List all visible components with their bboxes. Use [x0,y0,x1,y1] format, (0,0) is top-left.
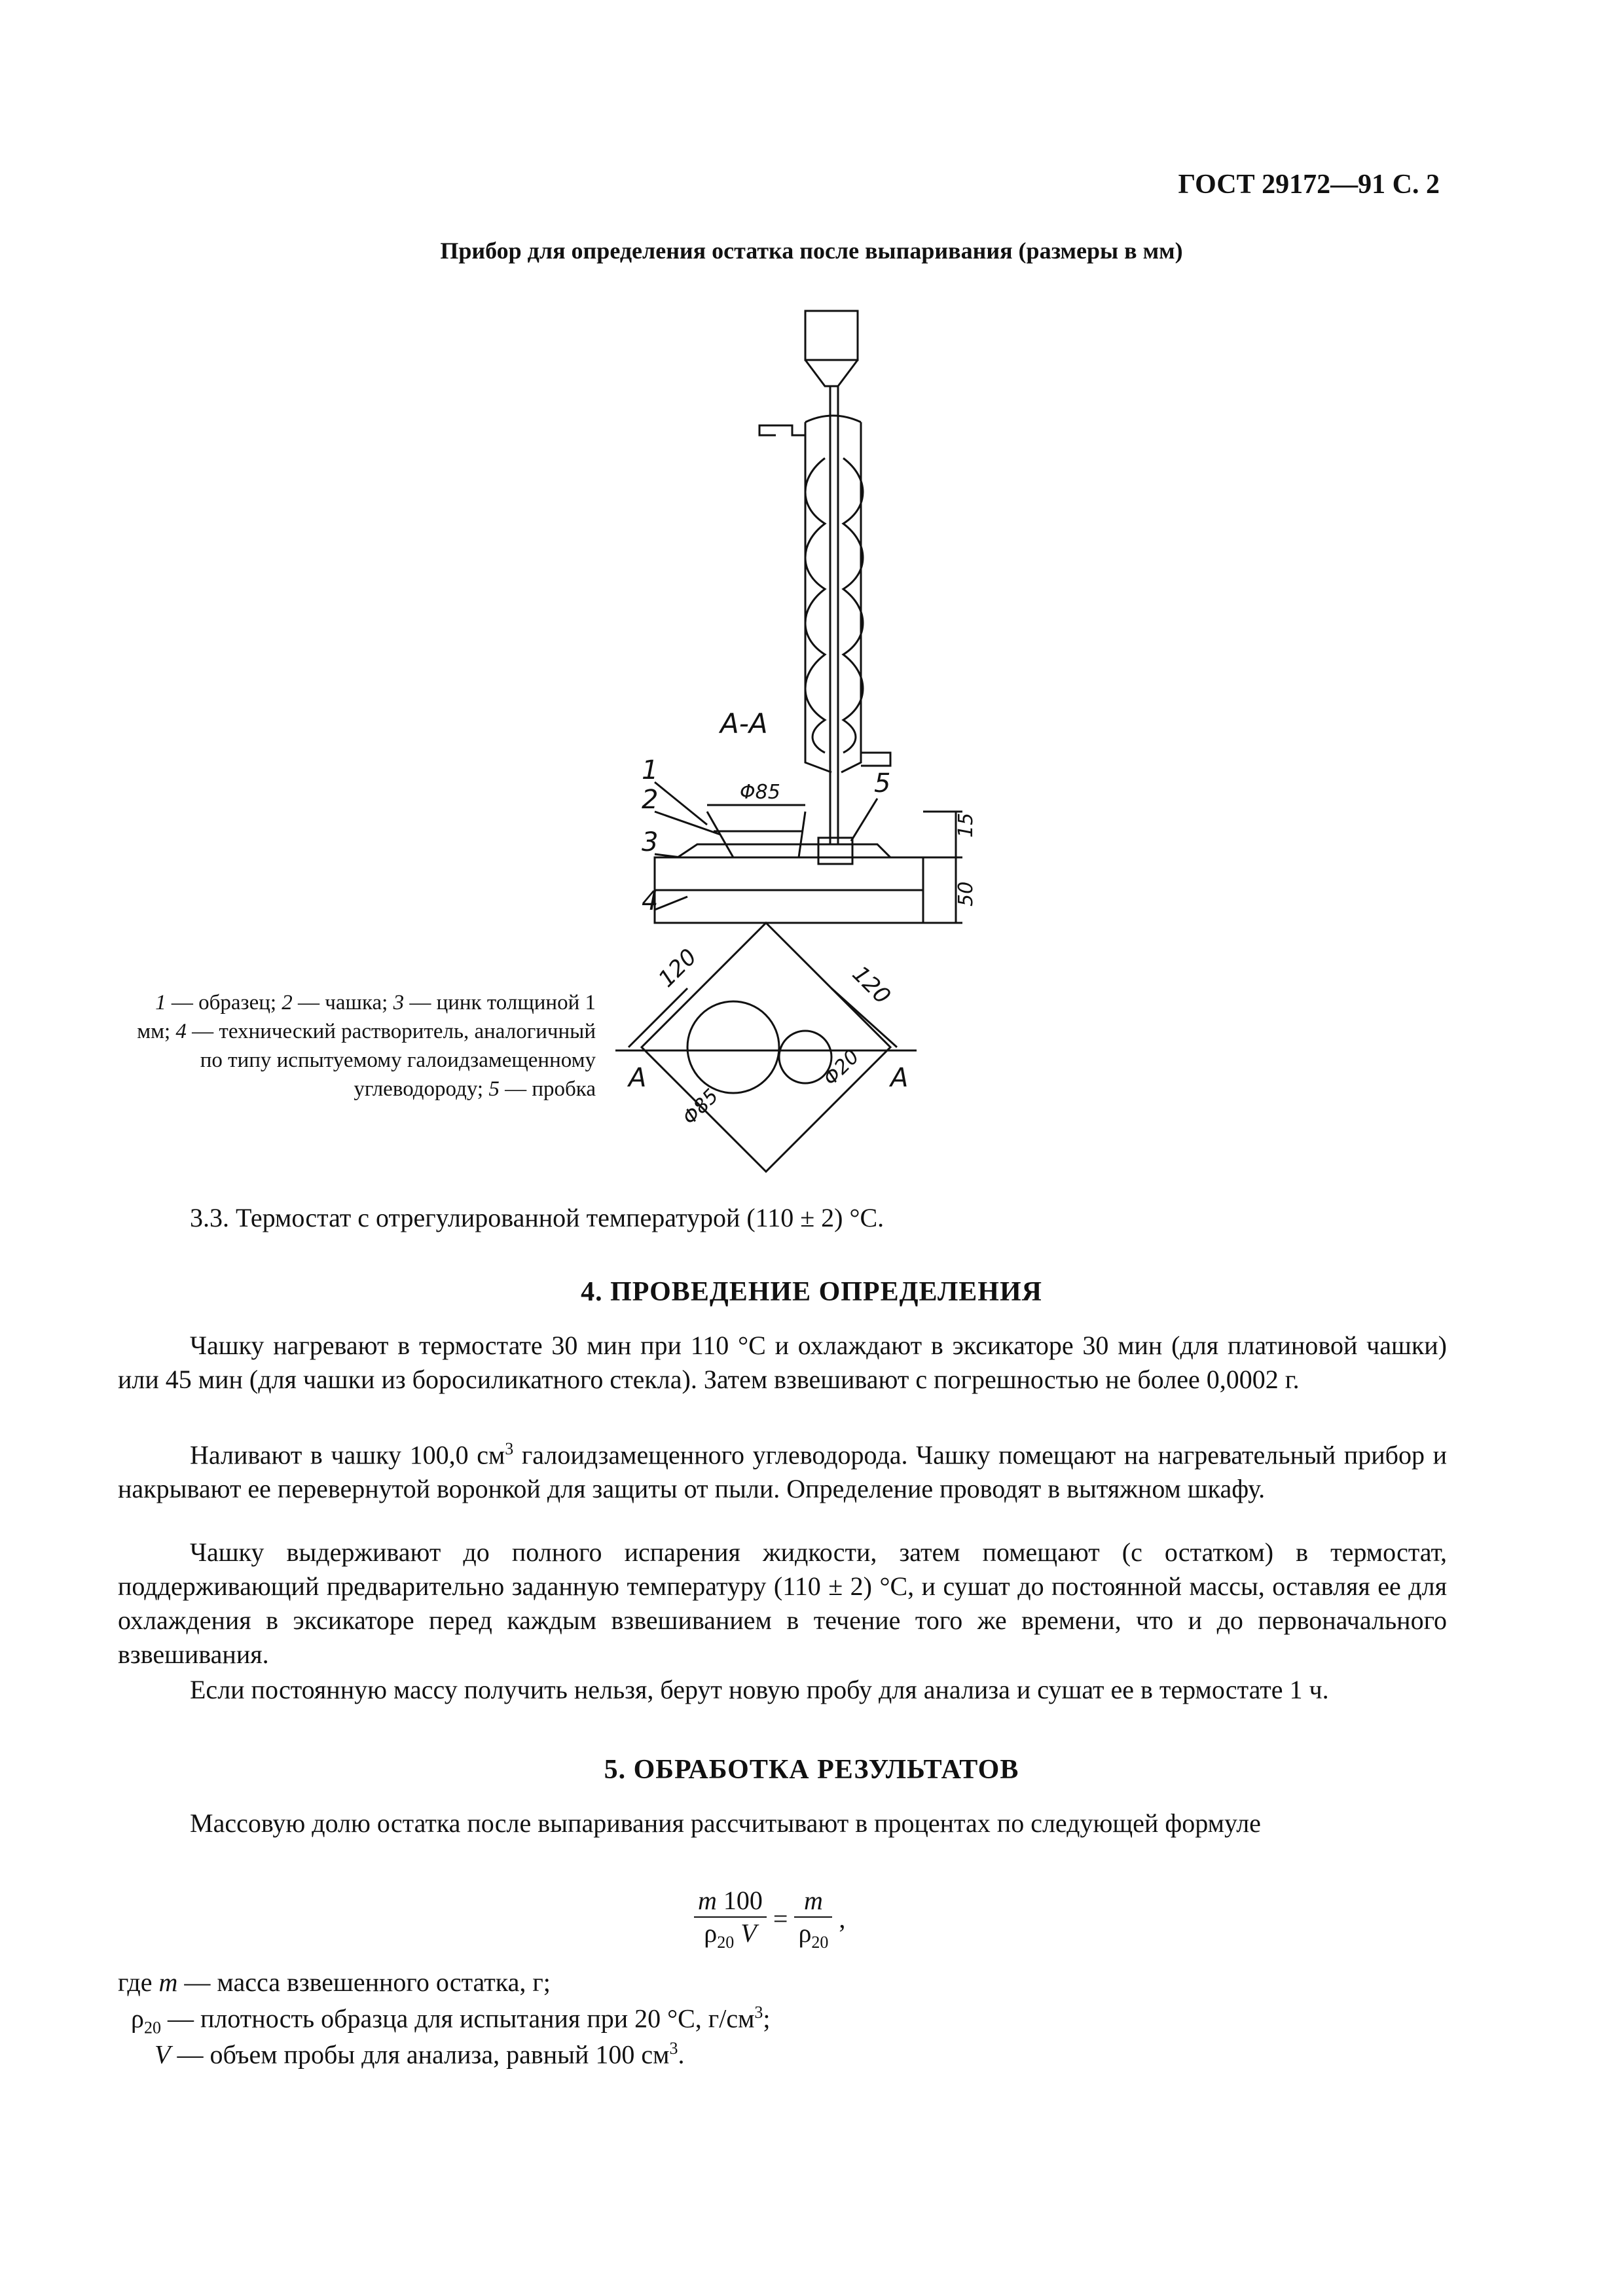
section-4-paragraph-4: Если постоянную массу получить нельзя, берут новую пробу для анализа и сушат ее в термостате 1 ч. [190,1675,1329,1704]
dim-h50: 50 [955,881,977,906]
formula-m2: m [803,1886,823,1915]
legend-num-1: 1 [155,991,166,1014]
def-rho-text: — плотность образца для испытания при 20 °С, г/см [160,2003,755,2034]
dim-d85-plan: Φ85 [678,1085,723,1130]
where-label: где [118,1967,159,1997]
formula [694,1885,845,1958]
formula-rho2-sub: 20 [811,1933,829,1952]
callout-4: 4 [642,886,659,916]
figure-legend [118,988,596,1103]
section-4-paragraph-2 [118,1432,1447,1506]
legend-item-3: — цинк толщиной 1 мм; [137,991,596,1043]
cut-a-left: А [629,1063,647,1093]
def-v-end: . [678,2039,685,2070]
def-rho-end: ; [763,2003,771,2034]
legend-num-3: 3 [393,991,405,1014]
dim-h15: 15 [955,812,977,838]
def-m-text: — масса взвешенного остатка, г; [177,1967,551,1997]
dim-120-left: 120 [653,944,702,993]
formula-fraction-2 [794,1885,832,1958]
dim-120-right: 120 [847,961,896,1010]
section-4-paragraph-1: Чашку нагревают в термостате 30 мин при 110 °С и охлаждают в эксикаторе 30 мин (для платиновой чашки) или 45 мин (для чашки из боросиликатного стекла). Затем взвешивают с погрешностью не более 0,0002 г. [118,1331,1447,1394]
def-m-symbol: m [158,1967,178,1997]
definition-v [155,2039,684,2070]
stopper [818,838,852,864]
formula-v: V [734,1918,757,1948]
formula-100: 100 [716,1886,763,1915]
definition-m [118,1967,551,1998]
legend-num-4: 4 [175,1020,187,1043]
callout-5: 5 [874,768,891,798]
section-4-heading: 4. ПРОВЕДЕНИЕ ОПРЕДЕЛЕНИЯ [581,1277,1042,1307]
section-5-intro: Массовую долю остатка после выпаривания рассчитывают в процентах по следующей формуле [190,1808,1261,1838]
definition-rho [131,2003,771,2037]
cut-a-right: А [890,1063,909,1093]
legend-num-5: 5 [488,1077,500,1101]
def-v-symbol: V [155,2039,171,2070]
formula-rho-sub: 20 [717,1933,735,1952]
formula-comma: , [832,1904,846,1934]
p2-superscript: 3 [505,1439,514,1458]
dim-d20: Φ20 [818,1045,864,1090]
legend-num-2: 2 [282,991,293,1014]
def-rho-symbol: ρ [131,2003,144,2034]
def-rho-sub: 20 [143,2018,161,2037]
formula-fraction-1 [694,1885,767,1958]
def-v-sup: 3 [669,2039,678,2058]
legend-item-2: — чашка; [292,991,393,1014]
section-5-heading: 5. ОБРАБОТКА РЕЗУЛЬТАТОВ [604,1755,1019,1785]
section-label: А-А [720,708,768,740]
legend-item-4: — технический растворитель, аналогичный по типу испытуемому галоидзамещенному углеводороду; [186,1020,596,1101]
callout-3: 3 [642,827,659,857]
formula-rho: ρ [704,1918,718,1948]
def-rho-sup: 3 [754,2003,763,2022]
clause-3-3: 3.3. Термостат с отрегулированной температурой (110 ± 2) °С. [190,1203,884,1232]
formula-m: m [698,1886,717,1915]
figure-title: Прибор для определения остатка после выпаривания (размеры в мм) [440,238,1183,264]
p2-text-a: Наливают в чашку 100,0 см [190,1440,505,1470]
callout-1: 1 [642,755,659,785]
formula-equals: = [766,1904,795,1934]
document-header: ГОСТ 29172—91 С. 2 [1178,170,1440,200]
p2-text-b: галоидзамещенного углеводорода. Чашку помещают на нагревательный прибор и накрывают ее перевернутой воронкой для защиты от пыли. Определение проводят в вытяжном шкафу. [118,1440,1447,1504]
legend-item-1: — образец; [166,991,282,1014]
legend-item-5: — пробка [499,1077,596,1101]
def-v-text: — объем пробы для анализа, равный 100 см [170,2039,670,2070]
section-4-paragraph-3: Чашку выдерживают до полного испарения жидкости, затем помещают (с остатком) в термостат, поддерживающий предварительно заданную температуру (110 ± 2) °С, и сушат до постоянной массы, оставляя ее для охлаждения в эксикаторе перед каждым взвешиванием в течение того же времени, что и до первоначального взвешивания. [118,1537,1447,1669]
callout-2: 2 [642,785,659,815]
formula-rho2: ρ [798,1918,812,1948]
funnel-top [805,311,858,360]
apparatus-drawing [615,281,982,1198]
dim-d85: Φ85 [740,781,780,804]
